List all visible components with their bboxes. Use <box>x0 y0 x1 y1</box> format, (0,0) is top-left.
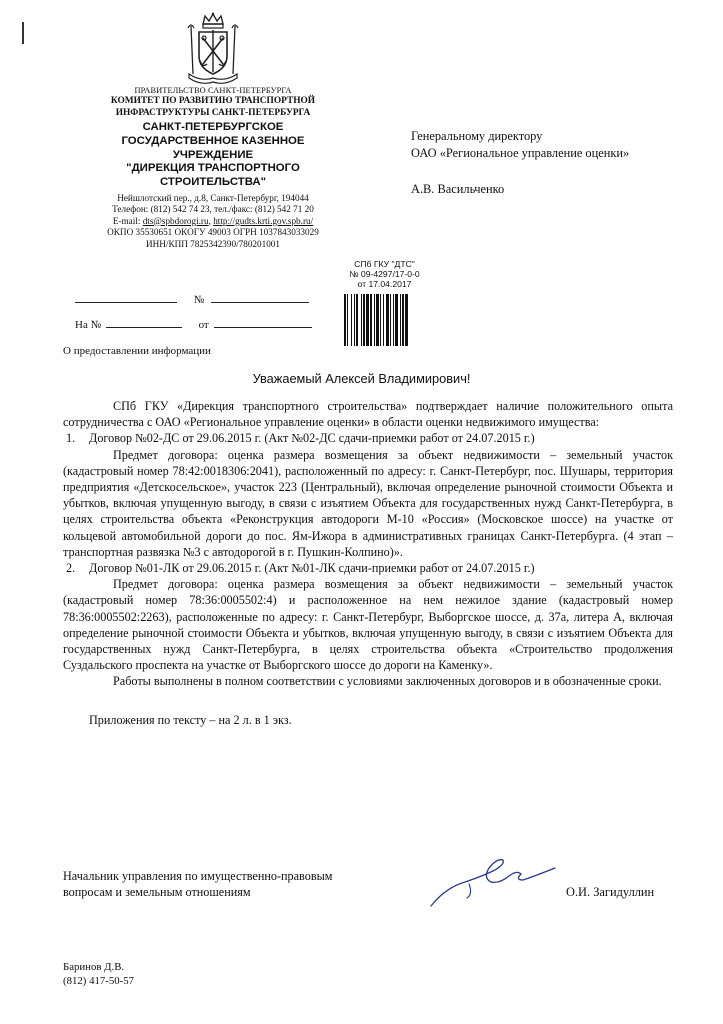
executor-phone: (812) 417-50-57 <box>63 975 135 987</box>
barcode-bar <box>395 294 398 346</box>
email-link[interactable]: dts@spbdorogi.ru <box>142 215 209 226</box>
organization-inn: ИНН/КПП 7825342390/780201001 <box>146 238 280 249</box>
number-sign: № <box>193 294 205 306</box>
outgoing-date-blank <box>75 293 177 303</box>
barcode-bar <box>354 294 355 346</box>
barcode-bar <box>380 294 381 346</box>
organization-name-line: "ДИРЕКЦИЯ ТРАНСПОРТНОГО <box>126 162 300 175</box>
handwritten-signature <box>425 848 560 913</box>
barcode-bar <box>366 294 369 346</box>
barcode-bar <box>347 294 348 346</box>
reply-to-label: На № <box>75 319 102 331</box>
letter-body <box>63 398 673 728</box>
completion-paragraph: Работы выполнены в полном соответствии с условиями заключенных договоров и в обозначенные сроки. <box>113 674 662 689</box>
outgoing-number-blank <box>211 293 309 303</box>
executor-name: Баринов Д.В. <box>63 961 125 973</box>
committee-line-1: КОМИТЕТ ПО РАЗВИТИЮ ТРАНСПОРТНОЙ <box>110 96 316 107</box>
barcode-bar <box>370 294 372 346</box>
intro-paragraph: СПб ГКУ «Дирекция транспортного строительства» подтверждает наличие положительного опыта сотрудничества с ОАО «Региональное управление оценки» в области оценки недвижимого имущества: <box>63 399 673 430</box>
contract-title: Договор №02-ДС от 29.06.2015 г. (Акт №02-ДС сдачи-приемки работ от 24.07.2015 г.) <box>89 431 535 446</box>
barcode-bar <box>402 294 404 346</box>
st-petersburg-coat-of-arms-icon <box>183 12 243 88</box>
contract-item-2 <box>66 560 673 576</box>
organization-web <box>68 216 358 228</box>
government-name: ПРАВИТЕЛЬСТВО САНКТ-ПЕТЕРБУРГА <box>134 86 292 95</box>
item-number: 1. <box>66 431 76 446</box>
barcode-bar <box>400 294 401 346</box>
contract-item-1 <box>66 430 673 446</box>
organization-name-line: УЧРЕЖДЕНИЕ <box>172 148 254 161</box>
letter-subject: О предоставлении информации <box>63 345 211 357</box>
contract-description-2: Предмет договора: оценка размера возмещения за объект недвижимости – земельный участок (кадастровый номер 78:36:0005502:4) и расположенное на нем нежилое здание (кадастровый номер 78:36:0005502:2263), расположенные по адресу: г. Санкт-Петербург, Выборгское шоссе, д. 37а, литера А, включая определение рыночной стоимости Объекта и убытков, включая упущенную выгоду, в связи с изъятием Объекта для государственных нужд Санкт-Петербурга, в целях строительства объекта «Строительство продолжения Суздальского проспекта на участке от Выборгского шоссе до дороги на Каменку». <box>63 577 673 673</box>
barcode-bar <box>405 294 408 346</box>
organization-name-line: ГОСУДАРСТВЕННОЕ КАЗЕННОЕ <box>121 134 305 147</box>
barcode-bar <box>361 294 362 346</box>
website-link[interactable]: http://gudts.krti.gov.spb.ru/ <box>213 215 314 226</box>
contract-description-1: Предмет договора: оценка размера возмещения за объект недвижимости – земельный участок (кадастровый номер 78:42:0018306:2041), расположенный по адресу: г. Санкт-Петербург, пос. Шушары, территория предприятия «Детскосельское», участок 223 (Центральный), включая определение рыночной стоимости Объекта и убытков, включая упущенную выгоду, в связи с изъятием Объекта для государственных нужд Санкт-Петербурга, в целях строительства объекта «Реконструкция автодороги М-10 «Россия» (Московское шоссе) на участке от кольцевой автомобильной дороги до пос. Ям-Ижора в административных границах Санкт-Петербурга. (4 этап – транспортная развязка №3 с автодорогой в г. Пушкин-Колпино)». <box>63 447 673 559</box>
barcode-bar <box>376 294 379 346</box>
item-number: 2. <box>66 561 76 576</box>
addressee-name: А.В. Васильченко <box>411 181 505 196</box>
signatory-title-line: Начальник управления по имущественно-правовым <box>63 869 333 883</box>
barcode-bar <box>374 294 375 346</box>
salutation: Уважаемый Алексей Владимирович! <box>252 371 471 386</box>
barcode-bar <box>390 294 391 346</box>
executor-info <box>63 960 134 988</box>
organization-name <box>68 121 358 189</box>
organization-name-line: САНКТ-ПЕТЕРБУРГСКОЕ <box>142 121 284 134</box>
barcode-bar <box>386 294 389 346</box>
email-separator: , <box>208 215 214 226</box>
barcode-bar <box>356 294 358 346</box>
reply-date-blank <box>214 318 312 328</box>
addressee-block <box>411 128 629 198</box>
scan-edge-mark <box>22 22 24 44</box>
signatory-title <box>63 868 332 900</box>
barcode-bar <box>344 294 346 346</box>
contract-title: Договор №01-ЛК от 29.06.2015 г. (Акт №01-ЛК сдачи-приемки работ от 24.07.2015 г.) <box>89 561 535 576</box>
organization-letterhead <box>68 86 358 250</box>
addressee-company: ОАО «Региональное управление оценки» <box>411 146 630 161</box>
registration-barcode <box>344 294 424 346</box>
outgoing-ref-line <box>75 293 309 306</box>
signatory-title-line: вопросам и земельным отношениям <box>63 885 251 899</box>
stamp-number: № 09-4297/17-0-0 <box>349 269 420 280</box>
organization-phone: Телефон: (812) 542 74 23, тел./факс: (812) 542 71 20 <box>112 204 314 215</box>
barcode-bar <box>351 294 352 346</box>
organization-name-line: СТРОИТЕЛЬСТВА" <box>159 175 267 188</box>
email-prefix: E-mail: <box>112 215 143 226</box>
signatory-name: О.И. Загидуллин <box>566 885 655 899</box>
reply-ref-line <box>75 318 312 331</box>
from-label: от <box>198 319 209 331</box>
committee-line-2: ИНФРАСТРУКТУРЫ САНКТ-ПЕТЕРБУРГА <box>115 107 311 118</box>
stamp-date: от 17.04.2017 <box>357 279 412 290</box>
barcode-bar <box>393 294 394 346</box>
addressee-position: Генеральному директору <box>411 129 543 143</box>
reply-number-blank <box>106 318 182 328</box>
barcode-bar <box>383 294 384 346</box>
registration-stamp <box>343 259 426 289</box>
attachments-note: Приложения по тексту – на 2 л. в 1 экз. <box>89 712 292 727</box>
organization-codes: ОКПО 35530651 ОКОГУ 49003 ОГРН 1037843033029 <box>107 227 319 238</box>
organization-contacts <box>68 193 358 251</box>
barcode-bar <box>363 294 365 346</box>
organization-address: Нейшлотский пер., д.8, Санкт-Петербург, 194044 <box>117 192 309 203</box>
stamp-org: СПб ГКУ "ДТС" <box>354 259 415 269</box>
